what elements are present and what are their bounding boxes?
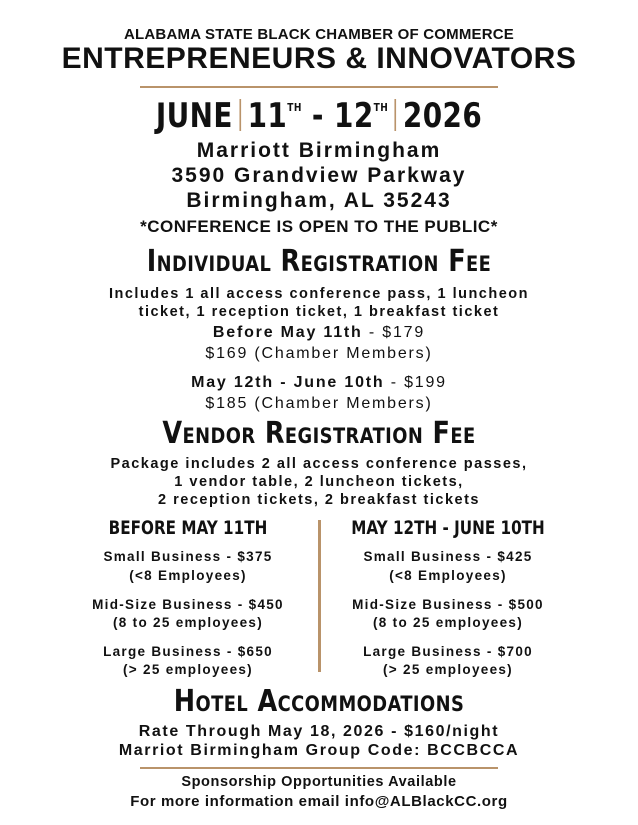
- date-divider: [239, 99, 241, 131]
- date-divider: [395, 99, 397, 131]
- individual-early-price: [0, 324, 638, 342]
- vendor-regular-large-business: Large Business - $700: [363, 644, 533, 659]
- vendor-regular-small-business: Small Business - $425: [363, 549, 533, 564]
- hotel-heading: Hotel Accommodations: [173, 684, 465, 719]
- contact-info: For more information email info@ALBlackCC.org: [130, 793, 508, 810]
- hotel-group-code: Marriot Birmingham Group Code: BCCBCCA: [118, 742, 520, 759]
- vendor-regular-small-size: (<8 Employees): [389, 568, 507, 583]
- venue-city: Birmingham, AL 35243: [186, 189, 452, 212]
- vendor-early-heading: BEFORE MAY 11TH: [108, 517, 268, 539]
- vendor-regular-heading: MAY 12TH - JUNE 10TH: [351, 517, 545, 539]
- event-title: ENTREPRENEURS & INNOVATORS: [61, 42, 577, 75]
- vendor-regular-mid-business: Mid-Size Business - $500: [352, 597, 544, 612]
- vendor-regular-large-size: (> 25 employees): [383, 662, 513, 677]
- date-day-end-suffix: TH: [373, 101, 389, 114]
- vendor-early-small-business: Small Business - $375: [103, 549, 273, 564]
- date-separator: -: [311, 96, 324, 136]
- vendor-early-large-size: (> 25 employees): [123, 662, 253, 677]
- vendor-regular-mid-size: (8 to 25 employees): [373, 615, 523, 630]
- event-date: [57, 96, 580, 136]
- sponsorship-notice: Sponsorship Opportunities Available: [181, 774, 457, 790]
- vendor-early-mid-business: Mid-Size Business - $450: [92, 597, 284, 612]
- venue-street: 3590 Grandview Parkway: [171, 164, 467, 187]
- date-day-start-suffix: TH: [287, 101, 302, 114]
- vendor-package-line-1: Package includes 2 all access conference passes,: [110, 456, 528, 472]
- date-year: 2026: [402, 96, 483, 136]
- individual-regular-label: May 12th - June 10th: [191, 374, 385, 391]
- individual-fee-heading: Individual Registration Fee: [146, 244, 492, 279]
- individual-early-label: Before May 11th: [212, 324, 363, 341]
- date-day-end: 12: [334, 96, 374, 136]
- vendor-package-line-3: 2 reception tickets, 2 breakfast tickets: [158, 492, 480, 508]
- vendor-early-mid-size: (8 to 25 employees): [113, 615, 263, 630]
- date-month: JUNE: [155, 96, 233, 136]
- vendor-early-small-size: (<8 Employees): [129, 568, 247, 583]
- vendor-early-large-business: Large Business - $650: [103, 644, 273, 659]
- individual-regular-price: [0, 374, 638, 392]
- top-divider: [140, 86, 498, 88]
- bottom-divider: [140, 767, 498, 769]
- hotel-rate: Rate Through May 18, 2026 - $160/night: [138, 723, 500, 740]
- individual-includes-line-2: ticket, 1 reception ticket, 1 breakfast ticket: [138, 304, 500, 320]
- vendor-fee-heading: Vendor Registration Fee: [162, 416, 476, 451]
- vendor-package-line-2: 1 vendor table, 2 luncheon tickets,: [174, 474, 464, 490]
- date-day-start: 11: [247, 96, 288, 136]
- individual-early-amount: - $179: [362, 324, 426, 341]
- individual-includes-line-1: Includes 1 all access conference pass, 1 luncheon: [108, 286, 530, 302]
- public-notice: *CONFERENCE IS OPEN TO THE PUBLIC*: [140, 217, 498, 236]
- individual-regular-amount: - $199: [384, 374, 447, 391]
- individual-regular-member-price: $185 (Chamber Members): [205, 395, 433, 412]
- individual-early-member-price: $169 (Chamber Members): [205, 345, 433, 362]
- venue-name: Marriott Birmingham: [196, 139, 442, 162]
- organization-name: ALABAMA STATE BLACK CHAMBER OF COMMERCE: [124, 26, 514, 43]
